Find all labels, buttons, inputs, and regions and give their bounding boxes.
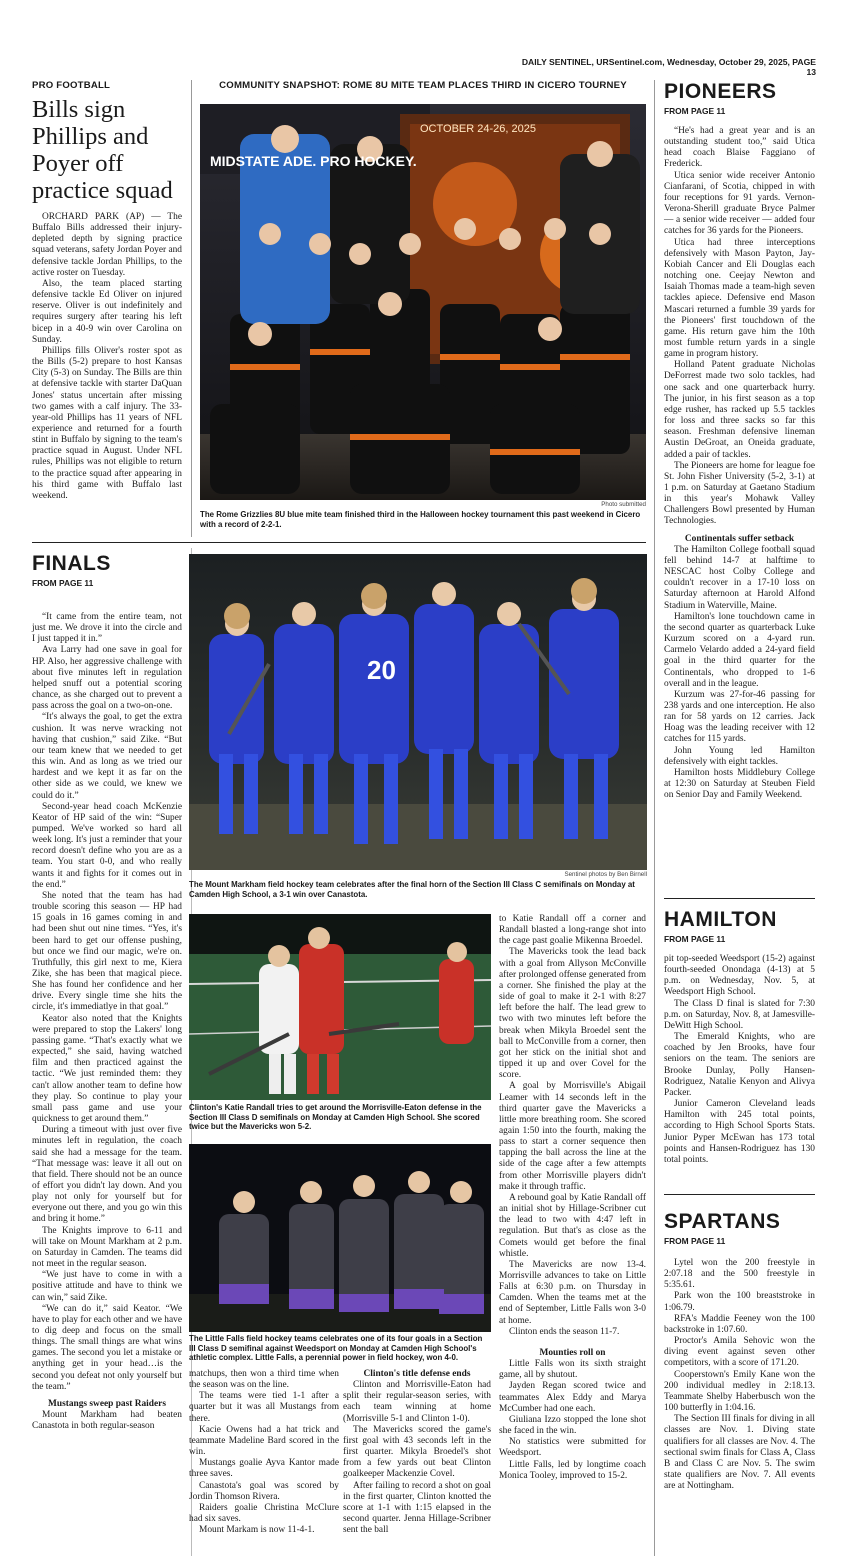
paragraph: John Young led Hamilton defensively with eight tackles. xyxy=(664,745,815,767)
paragraph: Junior Cameron Cleveland leads Hamilton with 245 total points, according to High School Sports Stats. Junior Pyper McEwan has 173 total points and Hansen-Rodriguez has 130 total points. xyxy=(664,1099,815,1165)
bills-headline: Bills sign Phillips and Poyer off practice squad xyxy=(32,96,173,204)
spartans-head: SPARTANS xyxy=(664,1210,781,1233)
paragraph: No statistics were submitted for Weedsport. xyxy=(499,1437,646,1459)
finals-column-2 xyxy=(189,1369,339,1536)
paragraph: Ava Larry had one save in goal for HP. Also, her aggressive challenge with about five minutes left in regulation helped snuff out a potential scoring chance, as she charged out to prevent a pass across the goal on a two-on-one. xyxy=(32,645,182,712)
column-divider xyxy=(191,80,192,537)
little-falls-photo xyxy=(189,1144,491,1332)
section-rule xyxy=(664,898,815,899)
paragraph: Park won the 100 breaststroke in 1:06.79. xyxy=(664,1291,815,1313)
paragraph: Hamilton hosts Middlebury College at 12:30 on Saturday at Steuben Field on Senior Day and Family Weekend. xyxy=(664,767,815,801)
finals-column-1 xyxy=(32,612,182,1432)
paragraph: The Class D final is slated for 7:30 p.m. on Saturday, Nov. 8, at Jamesville-DeWitt High School. xyxy=(664,998,815,1031)
spartans-story xyxy=(664,1210,815,1492)
team-photo-image xyxy=(200,104,646,500)
paragraph: “We just have to come in with a positive attitude and have to think we can win,” said Zike. xyxy=(32,1270,182,1303)
paragraph: Utica had three interceptions defensively with Mason Payton, Jay-Kobiah Cancer and Eli Douglas each notching one. Ceejay Newton and Isaiah Thomas made a team-high seven tackles apiece. Defensive end Mason Mascari returned a fumble 39 yards for the Pioneers' first touchdown of the game. His return gave him the 10th most fumble return yards in a single game in program history. xyxy=(664,237,815,360)
paragraph: She noted that the team has had trouble scoring this season — HP had 15 goals in 16 games coming in and had been shut out nine times. “Yes, it's been hard to get our offense pushing, but once we find our magic, we're on. Truthfully, this girl next to me, Kiera Zike, she has been that magical piece. She has found her confidence and her drive. Every single time she hits the circle, it's immediatlye in that goal.” xyxy=(32,890,182,1013)
paragraph: Jayden Regan scored twice and teammates Alex Eddy and Marya McCumber had one each. xyxy=(499,1381,646,1414)
snapshot-credit: Photo submitted xyxy=(601,501,646,508)
snapshot-kicker: COMMUNITY SNAPSHOT: ROME 8U MITE TEAM PLACES THIRD IN CICERO TOURNEY xyxy=(219,80,627,91)
bills-body xyxy=(32,212,182,502)
clinton-image xyxy=(189,914,491,1100)
pioneers-story xyxy=(664,80,815,801)
paragraph: “It's always the goal, to get the extra cushion. It was nerve wracking not having that cushion,” said Zike. “But our team knew that we needed to get this win. And as long as we tried our hardest and we kept it as far on the other side as we could, we knew we could do it.” xyxy=(32,712,182,801)
paragraph: The Emerald Knights, who are coached by Jen Brooks, have four seniors on the team. The seniors are Brooke Dunlay, Polly Hansen-Rodriguez, Natalie Kenyon and Alivya Packer. xyxy=(664,1032,815,1098)
paragraph: Kacie Owens had a hat trick and teammate Madeline Bard scored in the win. xyxy=(189,1424,339,1458)
paragraph: Clinton ends the season 11-7. xyxy=(509,1326,620,1337)
paragraph: A goal by Morrisville's Abigail Leamer with 14 seconds left in the third quarter gave the Mavericks a little more breathing room. She scored again 1:50 into the fourth, making the pass to start a corner sequence then tapping the ball across the line at the side of the cage after a few attempts from other Morrisville players didn't make it through traffic. xyxy=(499,1081,646,1192)
paragraph: Clinton and Morrisville-Eaton had split their regular-season series, with each team winning at home (Morrisville 5-1 and Clinton 1-0). xyxy=(343,1380,491,1424)
photo1-caption: The Mount Markham field hockey team celebrates after the final horn of the Section III Class C semifinals on Monday at Camden High School, a 3-1 win over Canastota. xyxy=(189,880,635,899)
paragraph: Mustangs goalie Ayva Kantor made three saves. xyxy=(189,1458,339,1480)
jersey-number: 20 xyxy=(367,655,396,685)
column-divider xyxy=(654,920,655,1556)
paragraph: Second-year head coach McKenzie Keator of HP said of the win: “Super pumped. We've worked so hard all week long. It's just a reminder that your record doesn't define who you are as a team. You start 0-0, and who really wants it and fights for it comes out in the end.” xyxy=(32,801,182,890)
paragraph: “He's had a great year and is an outstanding student too,” said Utica head coach Blaise Faggiano of Frederick. xyxy=(664,126,815,170)
paragraph: After failing to record a shot on goal in the first quarter, Clinton knotted the score at 1-1 with 1:15 elapsed in the second quarter. Jenna Hillage-Scribner sent the ball xyxy=(343,1480,491,1536)
photo3-caption: The Little Falls field hockey teams celebrates one of its four goals in a Section III Class D semifinal against Weedsport on Monday at Camden High School's athletic complex. Little Falls, a perennial power in field hockey, won 4-0. xyxy=(189,1334,483,1363)
finals-head: FINALS xyxy=(32,552,111,575)
paragraph: The teams were tied 1-1 after a quarter but it was all Mustangs from there. xyxy=(189,1391,339,1424)
section-rule xyxy=(32,542,646,543)
column-divider xyxy=(654,80,655,920)
bills-kicker: PRO FOOTBALL xyxy=(32,80,111,91)
masthead: DAILY SENTINEL, URSentinel.com, Wednesday, October 29, 2025, PAGE 13 xyxy=(521,57,816,77)
finals-header xyxy=(32,552,182,588)
paragraph: The Mavericks are now 13-4. Morrisville advances to take on Little Falls at 6:30 p.m. on Thursday in Camden. When the teams met at the end of September, Little Falls won 3-0 at home. xyxy=(499,1259,646,1326)
paragraph: Mount Markham had beaten Canastota in both regular-season xyxy=(32,1410,182,1432)
banner-dates: OCTOBER 24-26, 2025 xyxy=(420,123,536,135)
mount-markham-image xyxy=(189,554,647,870)
paragraph: Mount Markam is now 11-4-1. xyxy=(199,1525,315,1536)
little-falls-image xyxy=(189,1144,491,1332)
paragraph: Phillips fills Oliver's roster spot as the Bills (5-2) prepare to host Kansas City (5-3) on Sunday. The Bills are thin at defensive tackle with starter DaQuan Jones' status uncertain after missing two games with a calf injury. The 33-year-old Phillips has 11 years of NFL experience and returned for a fourth stint in Buffalo by signing to the team's practice squad in August. Under NFL rules, Phillips was not eligible to return to the practice squad after appearing in his third game with Buffalo last weekend. xyxy=(32,345,182,501)
paragraph: Kurzum was 27-for-46 passing for 238 yards and one interception. He also ran for 58 yards on 12 carries. Jack Hoag was the leading receiver with 12 catches for 115 yards. xyxy=(664,689,815,745)
paragraph: Utica senior wide receiver Antonio Cianfarani, of Scotia, chipped in with four receptions for 91 yards. Vernon-Verona-Sherill graduate Bryce Palmer — a senior wide receiver — added four catches for 36 yards for the Pioneers. xyxy=(664,170,815,237)
paragraph: Keator also noted that the Knights were prepared to stop the Lakers' long passing game. “That's exactly what we expected,” she said, having watched film and then practiced against the tactic. “We just reminded them: they can't allow another team to define how they play. So continue to play your small pass game and use your quickness to get around them.” xyxy=(32,1013,182,1125)
team-photo xyxy=(200,104,646,500)
finals-subhead-clinton: Clinton's title defense ends xyxy=(363,1369,471,1379)
hamilton-head: HAMILTON xyxy=(664,908,777,931)
snapshot-caption: The Rome Grizzlies 8U blue mite team finished third in the Halloween hockey tournament this past weekend in Cicero with a record of 2-2-1. xyxy=(200,510,641,529)
paragraph: Holland Patent graduate Nicholas DeForrest made two solo tackles, had one sack and one quarterback hurry. The junior, in his first season as a top edge rusher, has racked up 5.5 tackles for loss and three sacks so far this season. Freshman defensive lineman Austin DeGroat, an Oneida graduate, added a pair of tackles. xyxy=(664,360,815,460)
paragraph: The Hamilton College football squad fell behind 14-7 at halftime to NESCAC host Colby College and couldn't recover in a 17-10 loss on Saturday afternoon at Harold Alfond Stadium in Waterville, Maine. xyxy=(664,544,815,611)
paragraph: ORCHARD PARK (AP) — The Buffalo Bills addressed their injury-depleted depth by signing practice squad veterans, safety Jordan Poyer and defensive tackle Jordan Phillips, to the active roster on Tuesday. xyxy=(32,212,182,278)
photo2-caption: Clinton's Katie Randall tries to get around the Morrisville-Eaton defense in the Section III Class D semifinals on Monday at Camden High School. She scored twice but the Mavericks won 5-2. xyxy=(189,1103,482,1132)
finals-subhead-mustangs: Mustangs sweep past Raiders xyxy=(48,1398,166,1409)
clinton-photo xyxy=(189,914,491,1100)
paragraph: During a timeout with just over five minutes left in regulation, the coach said she had a message for the team. “That message was: leave it all out on that field. There should not be an ounce of effort you didn't lay down. And you play not only for yourself but for everyone out there, and you go win this and bring it home.” xyxy=(32,1125,182,1225)
paragraph: Proctor's Amila Sehovic won the diving event against seven other competitors, with a score of 171.20. xyxy=(664,1336,815,1369)
pioneers-subhead: Continentals suffer setback xyxy=(684,533,795,544)
pioneers-body xyxy=(664,126,815,801)
paragraph: The Knights improve to 6-11 and will take on Mount Markham at 2 p.m. on Saturday in Camden. The teams did not meet in the regular season. xyxy=(32,1225,182,1270)
finals-subhead-mounties: Mounties roll on xyxy=(539,1347,606,1358)
paragraph: Giuliana Izzo stopped the lone shot she faced in the win. xyxy=(499,1414,646,1437)
paragraph: RFA's Maddie Feeney won the 100 backstroke in 1:07.60. xyxy=(664,1313,815,1335)
paragraph: Little Falls won its sixth straight game, all by shutout. xyxy=(499,1359,646,1381)
mount-markham-photo xyxy=(189,554,647,870)
paragraph: Hamilton's lone touchdown came in the second quarter as quarterback Luke Kurzum scored on a 4-yard run. Carmelo Velardo added a 24-yard field goal in the third quarter for the Continentals, who dropped to 1-6 overall and in the league. xyxy=(664,611,815,689)
finals-from: FROM PAGE 11 xyxy=(32,578,94,588)
paragraph: matchups, then won a third time when the season was on the line. xyxy=(189,1369,339,1391)
paragraph: Lytel won the 200 freestyle in 2:07.18 and the 500 freestyle in 5:35.61. xyxy=(664,1258,815,1291)
hamilton-story xyxy=(664,908,815,1166)
paragraph: The Section III finals for diving in all classes are Nov. 1. Diving state qualifiers for all classes are Nov. 4. The sectional swim finals for Class A, Class B and Class C are Nov. 5. The swim state qualifiers are Nov. 7. All events are at Nottingham. xyxy=(664,1414,815,1492)
finals-column-4 xyxy=(499,914,646,1482)
paragraph: The Mavericks took the lead back with a goal from Allyson McConville after prolonged offense generated from a corner. She finished the play at the side of goal to make it 2-1 with 8:27 left before the half. The lead grew to two with two minutes left before the break when Mikyla Broedel sent the ball to McConville from a corner, then got her stick on the initial shot and tipped it up and over Covel for the score. xyxy=(499,947,646,1081)
paragraph: “We can do it,” said Keator. “We have to play for each other and we have to dig deep and focus on the small things. The small things are what wins games. The second you let a mistake or anything get in your head…is the second you defeat not only yourself but the team.” xyxy=(32,1303,182,1392)
finals-column-3-bottom xyxy=(343,1369,491,1536)
spartans-body xyxy=(664,1258,815,1492)
paragraph: to Katie Randall off a corner and Randall blasted a long-range shot into the cage past goalie Mikenna Broedel. xyxy=(499,914,646,947)
bills-story xyxy=(32,80,182,502)
spartans-from: FROM PAGE 11 xyxy=(664,1236,726,1246)
banner-text: MIDSTATE ADE. PRO HOCKEY. xyxy=(210,153,417,169)
paragraph: The Mavericks scored the game's first goal with 43 seconds left in the first quarter. Mikyla Broedel's shot from a few yards out beat Clinton goalkeeper Mackenzie Covel. xyxy=(343,1424,491,1480)
pioneers-head: PIONEERS xyxy=(664,80,777,103)
paragraph: The Pioneers are home for league foe St. John Fisher University (5-2, 3-1) at 1 p.m. on Saturday at Gaetano Stadium in this year's Mohawk Valley Challengers Bowl presented by Human Technologies. xyxy=(664,460,815,527)
hamilton-body xyxy=(664,954,815,1166)
paragraph: Also, the team placed starting defensive tackle Ed Oliver on injured reserve. Oliver is out indefinitely and requires surgery after tearing his left bicep in a 40-9 win over Carolina on Sunday. xyxy=(32,278,182,345)
paragraph: “It came from the entire team, not just me. We drove it into the circle and I just tapped it in.” xyxy=(32,612,182,645)
paragraph: A rebound goal by Katie Randall off an initial shot by Hillage-Scribner cut the lead to two with 4:47 left in regulation. But that's as close as the Comets would get before the final whistle. xyxy=(499,1192,646,1259)
section-rule xyxy=(664,1194,815,1195)
paragraph: Little Falls, led by longtime coach Monica Tooley, improved to 15-2. xyxy=(499,1459,646,1481)
photo1-credit: Sentinel photos by Ben Birnell xyxy=(564,871,647,878)
paragraph: Canastota's goal was scored by Jordin Thomson Rivera. xyxy=(189,1480,339,1502)
paragraph: pit top-seeded Weedsport (15-2) against fourth-seeded Onondaga (4-13) at 5 p.m. on Wednesday, Nov. 5, at Weedsport High School. xyxy=(664,954,815,998)
hamilton-from: FROM PAGE 11 xyxy=(664,934,726,944)
pioneers-from: FROM PAGE 11 xyxy=(664,106,726,116)
paragraph: Cooperstown's Emily Kane won the 200 individual medley in 2:18.13. Teammate Shelby Haberbusch won the 100 butterfly in 1:04.16. xyxy=(664,1369,815,1414)
paragraph: Raiders goalie Christina McClure had six saves. xyxy=(189,1502,339,1525)
